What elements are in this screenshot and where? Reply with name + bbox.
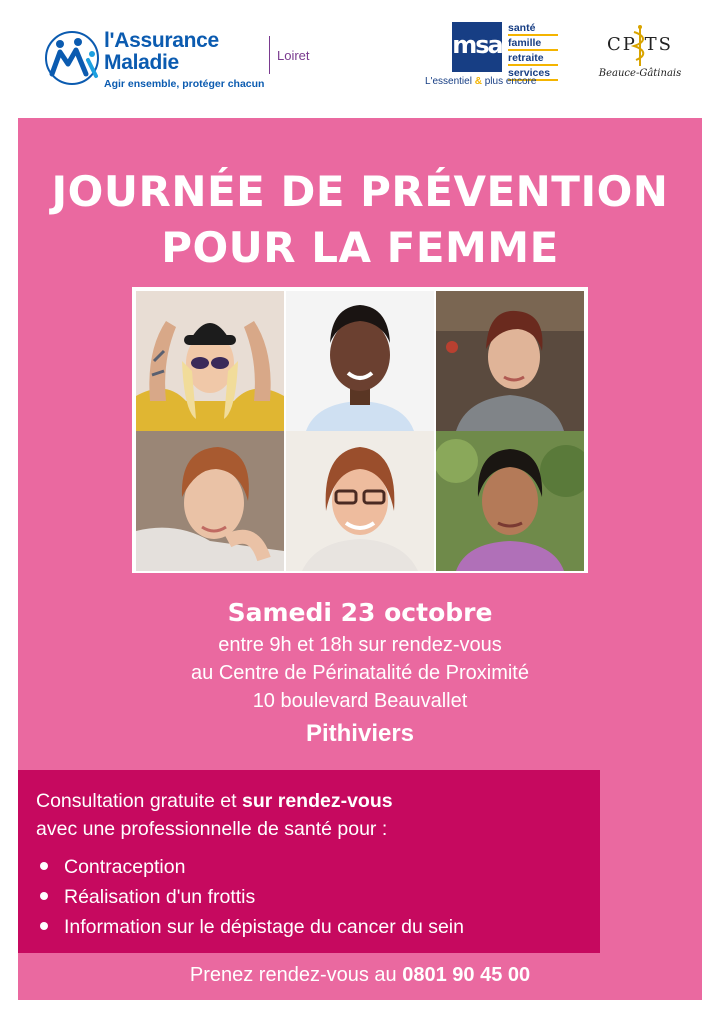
msa-tagline: L'essentiel & plus encore [425, 76, 537, 87]
assurance-maladie-logo [38, 24, 110, 88]
bullet-icon [40, 922, 48, 930]
event-time: entre 9h et 18h sur rendez-vous [218, 634, 502, 656]
event-venue: au Centre de Périnatalité de Proximité [191, 662, 529, 684]
consultation-intro: Consultation gratuite et sur rendez-vous [36, 790, 393, 812]
poster-title: JOURNÉE DE PRÉVENTION POUR LA FEMME [51, 167, 669, 272]
region-label: Loiret [277, 48, 310, 63]
msa-logo: msa [452, 22, 502, 72]
cpts-logo: CP TS Beauce-Gâtinais [590, 24, 690, 88]
photo-woman-6 [436, 431, 584, 571]
logo-divider [269, 36, 270, 74]
photo-woman-1 [136, 291, 284, 431]
photo-woman-2 [286, 291, 434, 431]
bullet-icon [40, 892, 48, 900]
women-photo-grid [132, 287, 588, 573]
consultation-intro-line2: avec une professionnelle de santé pour : [36, 818, 388, 840]
caduceus-icon [630, 24, 650, 68]
list-item: Contraception [40, 856, 185, 879]
list-item: Réalisation d'un frottis [40, 886, 255, 909]
assurance-maladie-name: l'Assurance Maladie [104, 29, 219, 74]
list-item: Information sur le dépistage du cancer du sein [40, 916, 464, 939]
consultation-box [18, 770, 600, 953]
bullet-icon [40, 862, 48, 870]
phone-number[interactable]: 0801 90 45 00 [402, 964, 531, 986]
event-date: Samedi 23 octobre [227, 598, 493, 627]
event-address: 10 boulevard Beauvallet [252, 690, 468, 712]
assurance-maladie-tagline: Agir ensemble, protéger chacun [104, 78, 265, 90]
poster [18, 118, 702, 1000]
msa-services-list: santé famille retraite services [508, 22, 558, 82]
event-city: Pithiviers [305, 720, 415, 747]
booking-footer: Prenez rendez-vous au 0801 90 45 00 [189, 964, 531, 986]
header [0, 0, 720, 112]
photo-woman-5 [286, 431, 434, 571]
photo-woman-4 [136, 431, 284, 571]
photo-woman-3 [436, 291, 584, 431]
